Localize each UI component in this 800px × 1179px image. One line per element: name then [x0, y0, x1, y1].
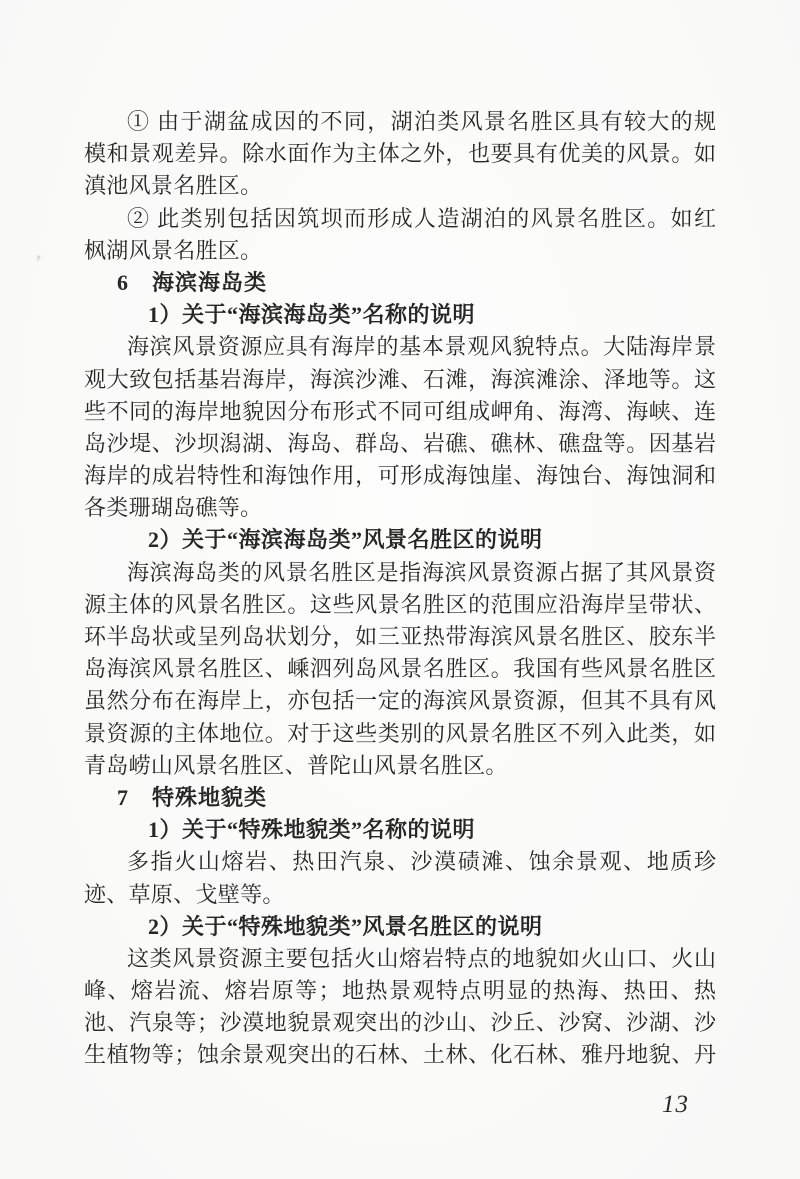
scan-artifact-mark: ’	[32, 249, 44, 276]
text-line: 这类风景资源主要包括火山熔岩特点的地貌如火山口、火山	[127, 945, 716, 971]
text-line: 虽然分布在海岸上，亦包括一定的海滨风景资源，但其不具有风	[84, 688, 716, 714]
text-block	[84, 106, 716, 1072]
section-heading: 6 海滨海岛类	[117, 269, 268, 295]
text-line: 迹、草原、戈壁等。	[84, 881, 285, 907]
section-heading: 1）关于“特殊地貌类”名称的说明	[148, 817, 476, 843]
text-line: 模和景观差异。除水面作为主体之外，也要具有优美的风景。如	[84, 141, 716, 167]
text-line: 枫湖风景名胜区。	[84, 237, 263, 263]
section-heading: 2）关于“海滨海岛类”风景名胜区的说明	[148, 527, 543, 553]
page-number: 13	[662, 1091, 689, 1118]
text-line: 海滨海岛类的风景名胜区是指海滨风景资源占据了其风景资	[127, 559, 716, 585]
text-line: ② 此类别包括因筑坝而形成人造湖泊的风景名胜区。如红	[127, 205, 716, 231]
text-line: 岛沙堤、沙坝潟湖、海岛、群岛、岩礁、礁林、礁盘等。因基岩	[84, 430, 716, 456]
text-line: 岛海滨风景名胜区、嵊泗列岛风景名胜区。我国有些风景名胜区	[84, 656, 716, 682]
text-line: 景资源的主体地位。对于这些类别的风景名胜区不列入此类，如	[84, 720, 716, 746]
text-line: 生植物等；蚀余景观突出的石林、土林、化石林、雅丹地貌、丹	[84, 1042, 716, 1068]
text-line: 观大致包括基岩海岸，海滨沙滩、石滩，海滨滩涂、泽地等。这	[84, 366, 716, 392]
text-line: 海岸的成岩特性和海蚀作用，可形成海蚀崖、海蚀台、海蚀洞和	[84, 463, 716, 489]
text-line: 各类珊瑚岛礁等。	[84, 495, 263, 521]
text-line: 源主体的风景名胜区。这些风景名胜区的范围应沿海岸呈带状、	[84, 591, 716, 617]
text-line: 多指火山熔岩、热田汽泉、沙漠碛滩、蚀余景观、地质珍	[127, 849, 716, 875]
text-line: ① 由于湖盆成因的不同，湖泊类风景名胜区具有较大的规	[127, 109, 716, 134]
text-line: 青岛崂山风景名胜区、普陀山风景名胜区。	[84, 752, 508, 778]
section-heading: 1）关于“海滨海岛类”名称的说明	[148, 302, 476, 328]
section-heading: 2）关于“特殊地貌类”风景名胜区的说明	[148, 913, 543, 939]
section-heading: 7 特殊地貌类	[117, 784, 268, 810]
text-line: 滇池风景名胜区。	[84, 173, 263, 199]
text-line: 环半岛状或呈列岛状划分，如三亚热带海滨风景名胜区、胶东半	[84, 624, 716, 649]
text-line: 些不同的海岸地貌因分布形式不同可组成岬角、海湾、海峡、连	[84, 398, 716, 424]
text-line: 海滨风景资源应具有海岸的基本景观风貌特点。大陆海岸景	[127, 334, 716, 360]
text-line: 峰、熔岩流、熔岩原等；地热景观特点明显的热海、热田、热	[84, 978, 716, 1004]
text-line: 池、汽泉等；沙漠地貌景观突出的沙山、沙丘、沙窝、沙湖、沙	[84, 1010, 716, 1036]
